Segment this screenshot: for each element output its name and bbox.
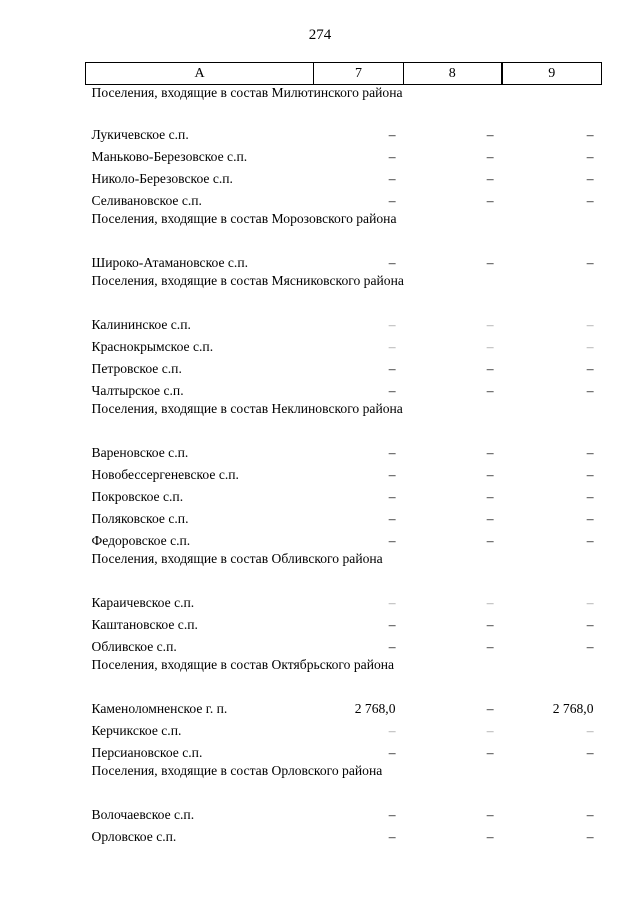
settlement-name: Федоровское с.п. [91,532,191,548]
table-row [86,145,602,167]
table-row [86,613,602,635]
value-cell-8: – [486,638,494,654]
group-heading: Поселения, входящие в состав Мясниковского района [91,272,404,288]
settlement-name: Лукичевское с.п. [91,126,189,142]
settlement-name: Обливское с.п. [91,638,177,654]
table-row [86,335,602,357]
value-cell-9: – [586,382,594,398]
value-cell-8: – [486,170,494,186]
table-row [86,167,602,189]
value-cell-7: – [388,316,396,332]
settlement-name: Покровское с.п. [91,488,184,504]
table-row [86,379,602,401]
value-cell-8: – [486,594,494,610]
column-header-7: 7 [314,63,404,85]
value-cell-7: – [388,338,396,354]
value-cell-8: – [486,338,494,354]
value-cell-8: – [486,466,494,482]
table-row [86,507,602,529]
value-cell-9: – [586,444,594,460]
value-cell-8: – [486,722,494,738]
value-cell-7: – [388,444,396,460]
group-heading: Поселения, входящие в состав Октябрьского района [91,656,395,672]
value-cell-8: – [486,192,494,208]
group-heading: Поселения, входящие в состав Обливского района [91,550,383,566]
value-cell-7: – [388,192,396,208]
value-cell-8: – [486,616,494,632]
value-cell-8: – [486,126,494,142]
settlement-name: Вареновское с.п. [91,444,189,460]
table-header [86,63,602,85]
page-number: 274 [308,27,332,43]
settlement-name: Персиановское с.п. [91,744,203,760]
value-cell-8: – [486,316,494,332]
value-cell-9: – [586,638,594,654]
value-cell-8: – [486,382,494,398]
value-cell-7: – [388,488,396,504]
group-heading-row [86,85,602,123]
table-row [86,189,602,211]
value-cell-7: – [388,382,396,398]
value-cell-8: – [486,148,494,164]
value-cell-9: – [586,360,594,376]
settlement-name: Новобессергеневское с.п. [91,466,239,482]
settlement-name: Керчикское с.п. [91,722,182,738]
table-row [86,463,602,485]
value-cell-7: – [388,170,396,186]
settlement-name: Волочаевское с.п. [91,806,195,822]
value-cell-7: – [388,254,396,270]
group-heading-row [86,273,602,313]
budget-table [85,62,602,847]
value-cell-9: – [586,466,594,482]
value-cell-7: – [388,466,396,482]
value-cell-8: – [486,532,494,548]
table-row [86,485,602,507]
column-header-a: А [86,63,314,85]
value-cell-8: – [486,488,494,504]
table-row [86,741,602,763]
value-cell-7: – [388,828,396,844]
value-cell-8: – [486,806,494,822]
settlement-name: Николо-Березовское с.п. [91,170,233,186]
value-cell-9: – [586,806,594,822]
group-heading: Поселения, входящие в состав Орловского района [91,762,383,778]
value-cell-9: – [586,338,594,354]
value-cell-8: – [486,828,494,844]
table-row [86,697,602,719]
settlement-name: Поляковское с.п. [91,510,189,526]
group-heading: Поселения, входящие в состав Морозовского района [91,210,397,226]
settlement-name: Краснокрымское с.п. [91,338,214,354]
table-row [86,441,602,463]
table-row [86,803,602,825]
value-cell-7: – [388,638,396,654]
value-cell-7: – [388,360,396,376]
table-row [86,635,602,657]
value-cell-9: 2 768,0 [552,700,594,716]
value-cell-7: – [388,148,396,164]
value-cell-9: – [586,316,594,332]
settlement-name: Калининское с.п. [91,316,191,332]
table-row [86,123,602,145]
settlement-name: Чалтырское с.п. [91,382,184,398]
value-cell-7: – [388,722,396,738]
value-cell-9: – [586,488,594,504]
settlement-name: Селивановское с.п. [91,192,202,208]
value-cell-8: – [486,254,494,270]
value-cell-8: – [486,360,494,376]
group-heading-row [86,763,602,803]
value-cell-7: 2 768,0 [354,700,396,716]
value-cell-9: – [586,828,594,844]
group-heading: Поселения, входящие в состав Милютинского района [91,85,403,100]
value-cell-9: – [586,170,594,186]
value-cell-9: – [586,616,594,632]
value-cell-9: – [586,532,594,548]
table-row [86,357,602,379]
value-cell-8: – [486,744,494,760]
table-row [86,251,602,273]
group-heading: Поселения, входящие в состав Неклиновского района [91,400,403,416]
settlement-name: Маньково-Березовское с.п. [91,148,248,164]
column-header-9: 9 [502,63,602,85]
settlement-name: Орловское с.п. [91,828,177,844]
value-cell-9: – [586,722,594,738]
value-cell-9: – [586,126,594,142]
value-cell-7: – [388,616,396,632]
value-cell-8: – [486,510,494,526]
value-cell-7: – [388,594,396,610]
group-heading-row [86,657,602,697]
table-row [86,529,602,551]
group-heading-row [86,551,602,591]
value-cell-7: – [388,532,396,548]
value-cell-7: – [388,510,396,526]
table-row [86,591,602,613]
value-cell-9: – [586,254,594,270]
table-body [86,85,602,847]
settlement-name: Петровское с.п. [91,360,182,376]
column-header-8: 8 [404,63,502,85]
value-cell-8: – [486,444,494,460]
value-cell-9: – [586,594,594,610]
value-cell-9: – [586,192,594,208]
value-cell-7: – [388,126,396,142]
settlement-name: Каменоломненское г. п. [91,700,228,716]
table-row [86,825,602,847]
group-heading-row [86,211,602,251]
value-cell-8: – [486,700,494,716]
group-heading-row [86,401,602,441]
settlement-name: Широко-Атамановское с.п. [91,254,248,270]
table-row [86,719,602,741]
value-cell-9: – [586,744,594,760]
settlement-name: Караичевское с.п. [91,594,195,610]
value-cell-7: – [388,744,396,760]
settlement-name: Каштановское с.п. [91,616,198,632]
value-cell-9: – [586,510,594,526]
value-cell-7: – [388,806,396,822]
value-cell-9: – [586,148,594,164]
table-row [86,313,602,335]
